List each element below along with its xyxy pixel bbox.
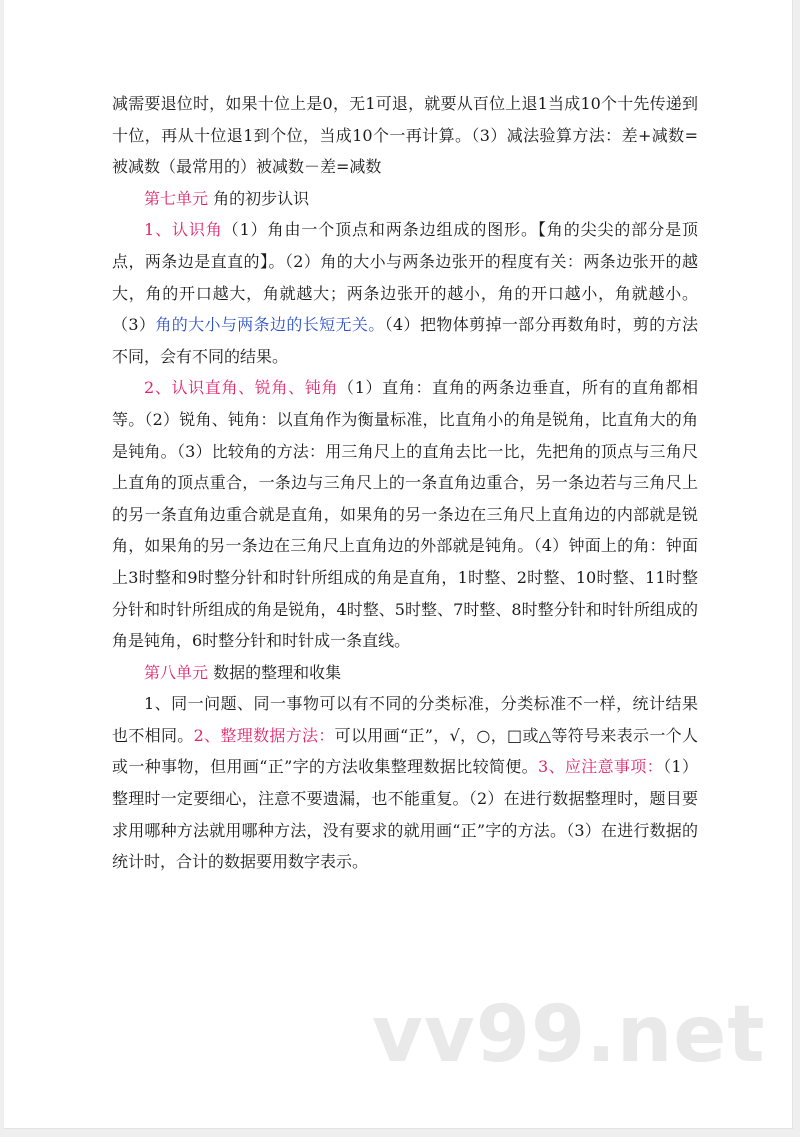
red-highlight-text: 2、整理数据方法： (193, 725, 335, 745)
body-text: （1）整理时一定要细心，注意不要遗漏，也不能重复。（2）在进行数据整理时，题目要求用哪种方法就用哪种方法，没有要求的就用画“正”字的方法。（3）在进行数据的统计时，合计的数据要用数字表示。 (112, 757, 698, 872)
red-highlight-text: 第八单元 (144, 662, 209, 682)
red-highlight-text: 3、应注意事项： (538, 757, 664, 777)
document-body (112, 88, 698, 878)
body-text: 1、同一问题、同一事物可以有不同的分类标准，分类标准不一样，统计结果也不相同。 (112, 694, 698, 745)
paragraph-1 (112, 88, 698, 183)
body-text: （1）角由一个顶点和两条边组成的图形。【角的尖尖的部分是顶点，两条边是直直的】。（2）角的大小与两条边张开的程度有关：两条边张开的越大，角的开口越大，角就越大；两条边张开的越小，角的开口越小，角就越小。（3） (112, 220, 698, 335)
red-highlight-text: 1、认识角 (144, 220, 223, 240)
body-text: 减需要退位时，如果十位上是0，无1可退，就要从百位上退1当成10个十先传递到十位，再从十位退1到个位，当成10个一再计算。（3）减法验算方法：差+减数=被减数（最常用的）被减数－差=减数 (112, 94, 698, 177)
document-page (4, 0, 793, 1129)
body-text: 可以用画“正”，√，○，□或△等符号来表示一个人或一种事物，但用画“正”字的方法收集整理数据比较简便。 (112, 725, 698, 777)
red-highlight-text: 2、认识直角、锐角、钝角 (144, 378, 339, 398)
paragraph-4 (112, 372, 698, 656)
paragraph-3 (112, 214, 698, 372)
body-text: 角的初步认识 (208, 188, 310, 208)
body-text: （1）直角：直角的两条边垂直，所有的直角都相等。（2）锐角、钝角：以直角作为衡量标准，比直角小的角是锐角，比直角大的角是钝角。（3）比较角的方法：用三角尺上的直角去比一比，先把角的顶点与三角尺上直角的顶点重合，一条边与三角尺上的一条直角边重合，另一条边若与三角尺上的另一条直角边重合就是直角，如果角的另一条边在三角尺上直角边的内部就是锐角，如果角的另一条边在三角尺上直角边的外部就是钝角。（4）钟面上的角：钟面上3时整和9时整分针和时针所组成的角是直角，1时整、2时整、10时整、11时整分针和时针所组成的角是锐角，4时整、5时整、7时整、8时整分针和时针所组成的角是钝角，6时整分针和时针成一条直线。 (112, 378, 698, 651)
paragraph-5 (112, 657, 698, 689)
body-text: （4）把物体剪掉一部分再数角时，剪的方法不同，会有不同的结果。 (112, 315, 698, 366)
paragraph-6 (112, 688, 698, 878)
paragraph-2 (112, 183, 698, 215)
body-text: 数据的整理和收集 (208, 662, 342, 682)
watermark: vv99.net (372, 990, 766, 1080)
blue-highlight-text: 角的大小与两条边的长短无关。 (155, 315, 385, 335)
red-highlight-text: 第七单元 (144, 188, 209, 208)
